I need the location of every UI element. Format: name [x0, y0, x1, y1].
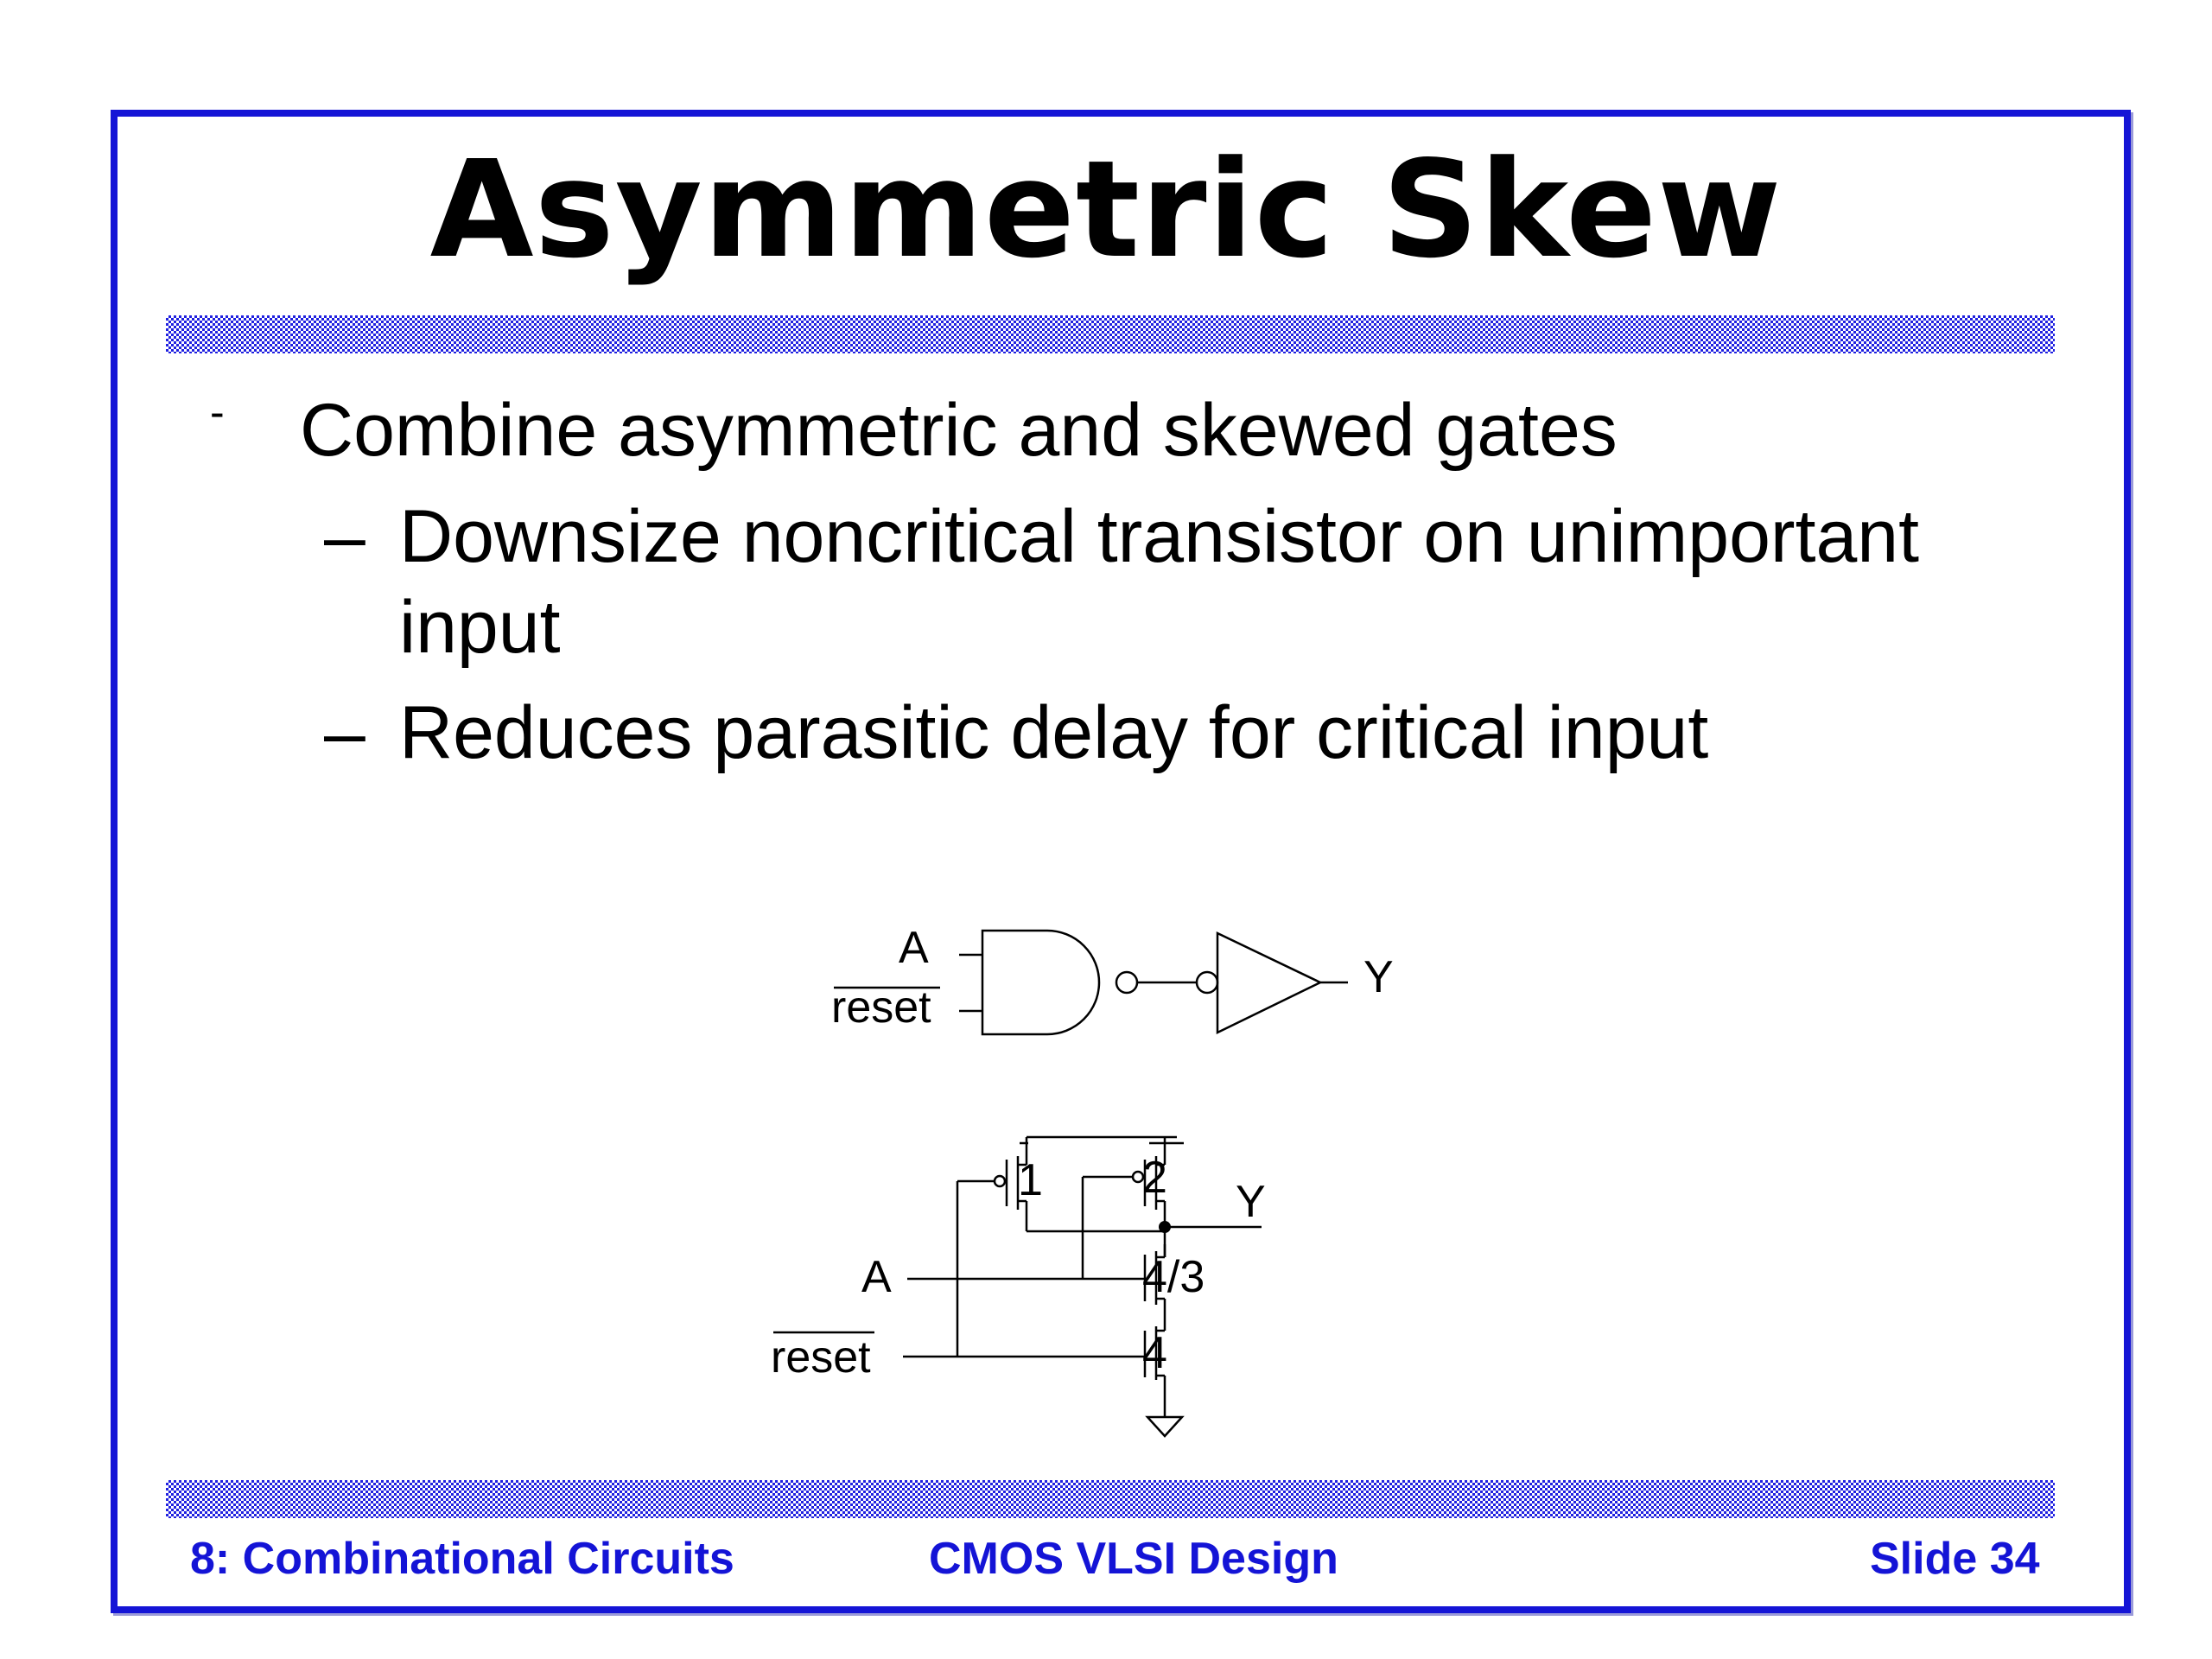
schematic-input-a-label: A: [861, 1252, 892, 1302]
gate-output-y-label: Y: [1363, 952, 1394, 1002]
footer-chapter: 8: Combinational Circuits: [190, 1534, 734, 1584]
sub-bullet-2: Reduces parasitic delay for critical input: [399, 691, 1709, 774]
footer-slide-number: Slide 34: [1870, 1534, 2040, 1584]
output-node-dot: [1159, 1221, 1171, 1233]
schematic-output-y-label: Y: [1236, 1177, 1266, 1227]
pmos-2-width-label: 2: [1142, 1153, 1167, 1203]
footer-divider: [166, 1480, 2055, 1518]
sub-bullet-1-continuation: input: [399, 586, 561, 669]
pmos-1-width-label: 1: [1018, 1155, 1043, 1205]
inverter-symbol: [1197, 933, 1348, 1033]
footer-course: CMOS VLSI Design: [929, 1534, 1338, 1584]
slide-title: Asymmetric Skew: [429, 131, 1783, 288]
nmos-a-width-label: 4/3: [1142, 1252, 1205, 1302]
sub-bullet-marker: –: [324, 495, 365, 578]
nand-gate-symbol: [959, 931, 1137, 1034]
schematic-input-reset-label: reset: [771, 1332, 871, 1382]
gate-input-a-label: A: [899, 923, 929, 973]
nmos-reset-width-label: 4: [1142, 1328, 1167, 1378]
sub-bullet-1: Downsize noncritical transistor on unimportant: [399, 495, 1920, 578]
sub-bullet-marker: –: [324, 691, 365, 774]
bullet-1: Combine asymmetric and skewed gates: [300, 389, 1618, 472]
gate-input-reset-label: reset: [831, 982, 931, 1033]
bullet-marker: -: [210, 388, 225, 436]
